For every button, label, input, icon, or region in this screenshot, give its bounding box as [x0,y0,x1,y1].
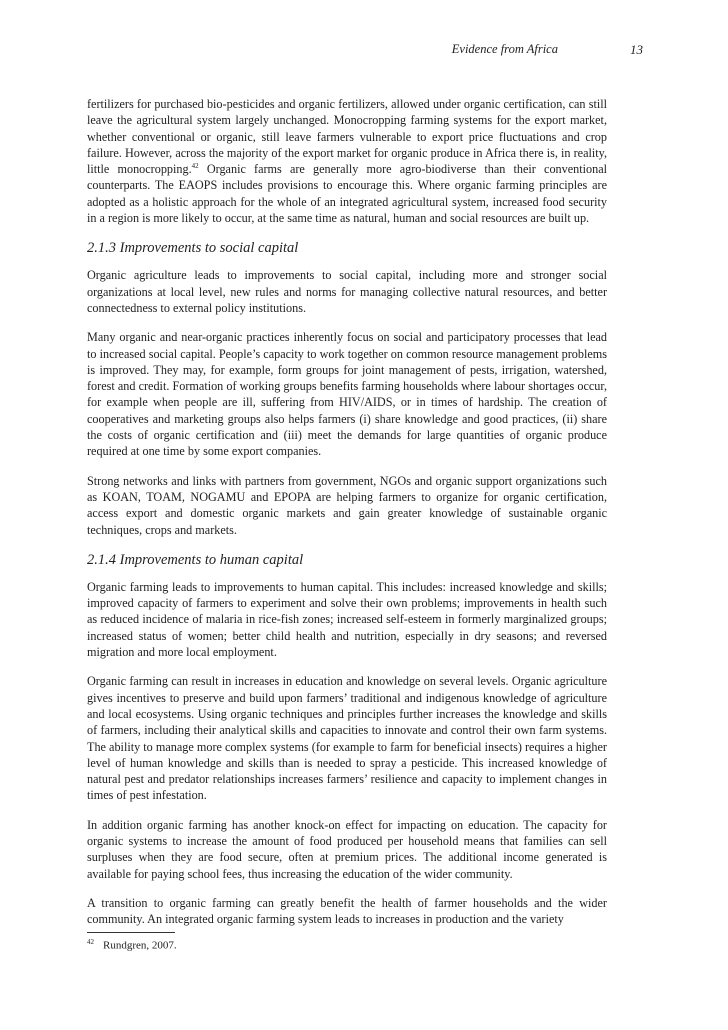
paragraph-text: fertilizers for purchased bio-pesticides and organic fertilizers, allowed under organic certification, can still leave the agricultural system largely unchanged. Monocropping farming systems for the export market, whether conventional or organic, still leave farmers vulnerable to export price fluctuations and crop failure. However, across the majority of the export market for organic produce in Africa there is, in reality, little monocropping. [87,97,607,177]
paragraph: A transition to organic farming can greatly benefit the health of farmer households and the wider community. An integrated organic farming system leads to increases in production and the variety [87,895,607,927]
paragraph: Organic farming can result in increases in education and knowledge on several levels. Organic agriculture gives incentives to preserve and build upon farmers’ traditional and indigenous knowledge of agriculture and local ecosystems. Using organic techniques and principles further increases the knowledge and skills of farmers, including their analytical skills and capacities to innovate and control their own farm systems. The ability to manage more complex systems (for example to farm for beneficial insects) requires a higher level of human knowledge and skills than is needed to spray a pesticide. This increased knowledge of natural pest and predator relationships increases farmers’ resilience and capacity to implement changes in times of pest infestation. [87,674,607,803]
paragraph: Organic farming leads to improvements to human capital. This includes: increased knowledge and skills; improved capacity of farmers to experiment and solve their own problems; improvements in health such as reduced incidence of malaria in rice-fish zones; increased self-esteem in formerly marginalized groups; increased status of women; better child health and nutrition, especially in dry seasons; and reversed migration and more local employment. [87,579,607,660]
footnote-mark: 42 [87,938,94,946]
footnote-reference: 42 [191,162,199,171]
paragraph [87,96,607,226]
footnote [87,938,607,952]
section-heading-social-capital: 2.1.3 Improvements to social capital [87,240,299,257]
running-title: Evidence from Africa [451,42,558,56]
paragraph: Organic agriculture leads to improvements to social capital, including more and stronger social organizations at local level, new rules and norms for managing collective natural resources, and better connectedness to external policy institutions. [87,268,607,315]
paragraph: In addition organic farming has another knock-on effect for impacting on education. The capacity for organic systems to increase the amount of food produced per household means that families can sell surpluses when they are food secure, often at premium prices. The additional income generated is available for paying school fees, thus increasing the education of the wider community. [87,817,607,881]
running-header [0,40,728,60]
section-heading-human-capital: 2.1.4 Improvements to human capital [87,551,304,568]
paragraph-text: Organic farms are generally more agro-biodiverse than their conventional counterparts. The EAOPS includes provisions to encourage this. Where organic farming principles are adopted as a holistic approach for the whole of an integrated agricultural system, increased food security in a region is more likely to occur, at the same time as natural, human and social resources are built up. [87,162,607,226]
page-body [87,96,607,940]
paragraph: Many organic and near-organic practices inherently focus on social and participatory processes that lead to increased social capital. People’s capacity to work together on common resource management problems is improved. They may, for example, form groups for joint management of pests, irrigation, watershed, forest and credit. Formation of working groups benefits farming households where labour shortages occur, for example when people are ill, suffering from HIV/AIDS, or in times of hardship. The creation of cooperatives and marketing groups also helps farmers (i) share knowledge and good practices, (ii) share the costs of organic certification and (iii) meet the demands for large quantities of organic produce required at one time by some export companies. [87,330,607,459]
paragraph: Strong networks and links with partners from government, NGOs and organic support organizations such as KOAN, TOAM, NOGAMU and EPOPA are helping farmers to organize for organic certification, access export and domestic organic markets and gain greater knowledge of sustainable organic techniques, crops and markets. [87,473,607,537]
footnote-text: Rundgren, 2007. [103,939,177,952]
page-number: 13 [630,42,643,57]
footnote-divider [87,932,175,933]
